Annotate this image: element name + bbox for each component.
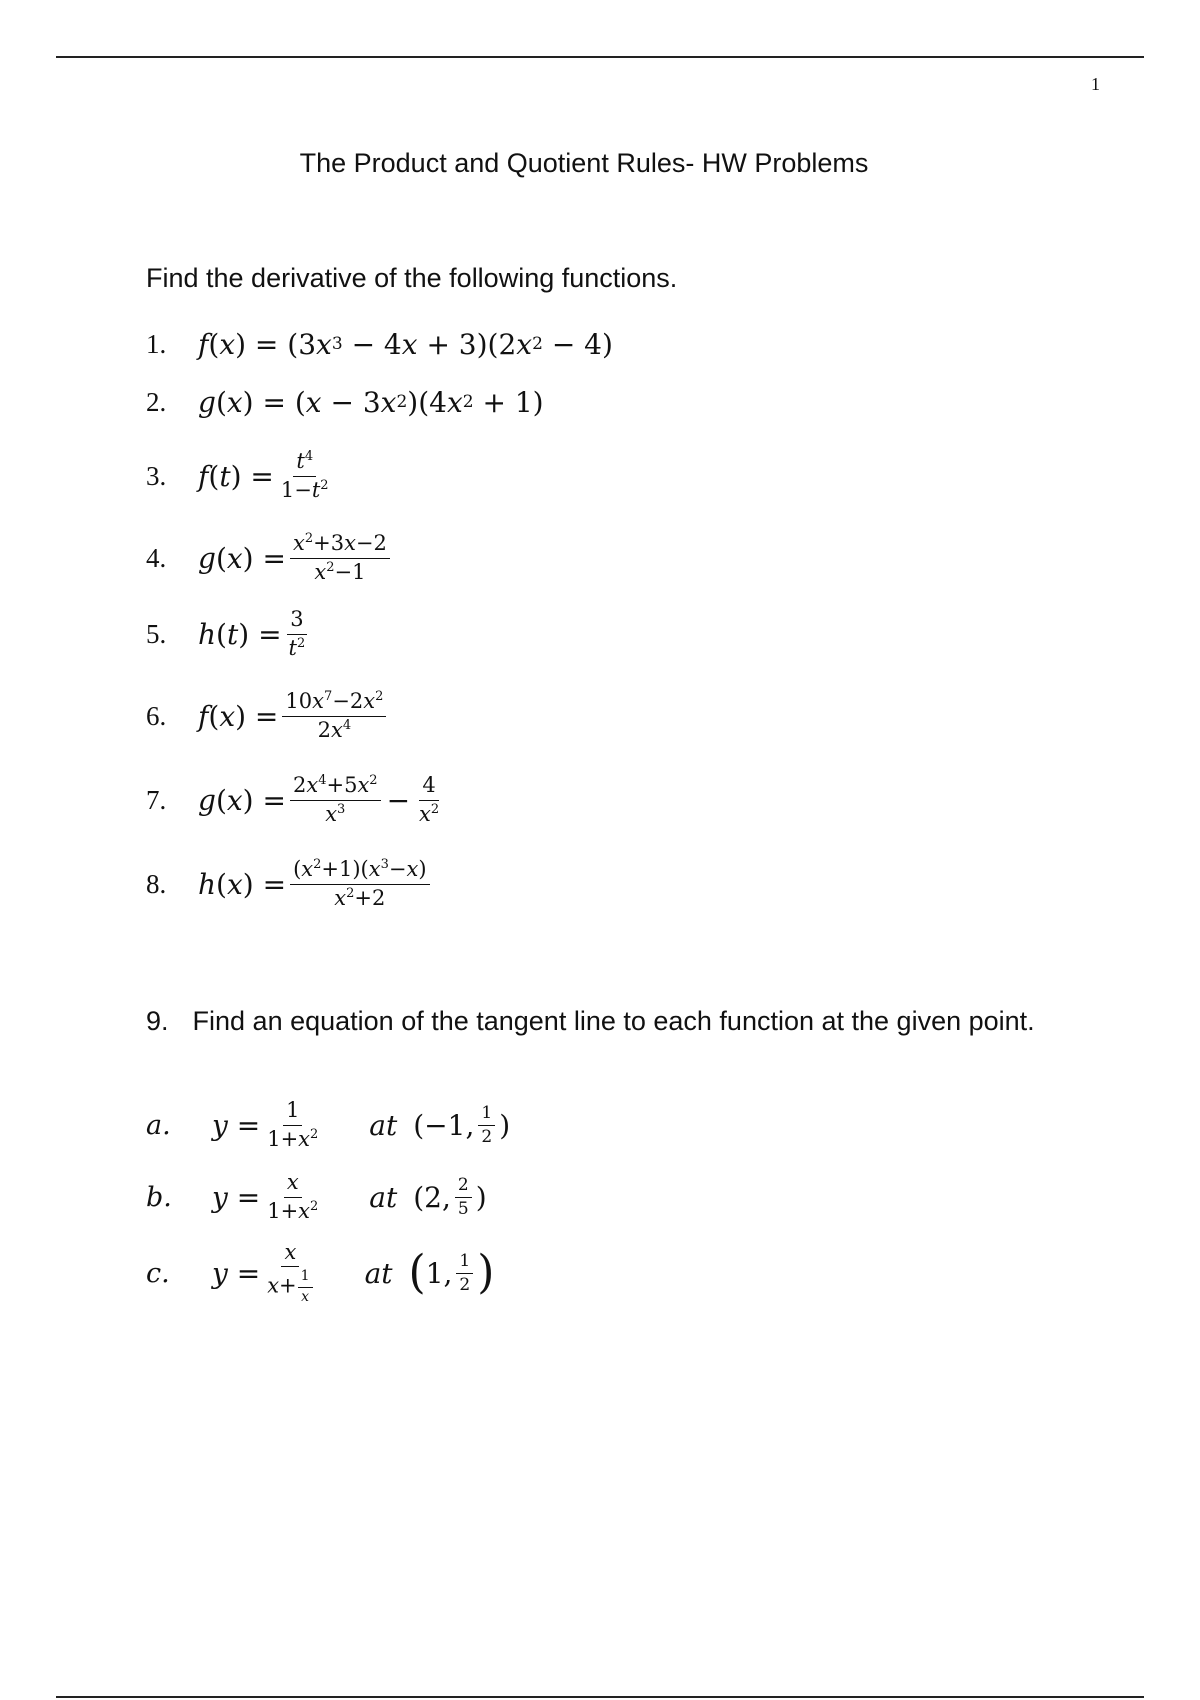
top-rule (56, 56, 1144, 58)
question-9 (146, 1000, 1086, 1042)
fraction: x x+ $\frac{1}{x}$ (264, 1241, 316, 1305)
problem-4 (146, 528, 394, 588)
problem-expression: g ( x ) = $\frac{2x^4+5x^2}{x^3}$ − $\frac{4}{x^2}$ (198, 774, 446, 825)
problem-3 (146, 446, 336, 506)
problem-number: 1. (146, 328, 167, 359)
fraction: $\frac{2}{5}$ (455, 1176, 472, 1218)
problem-number: 8. (146, 868, 167, 899)
point: (2, $\frac{2}{5}$ ) (413, 1174, 487, 1219)
problem-number: 7. (146, 784, 167, 815)
fraction: $\frac{1}{2}$ (456, 1252, 473, 1294)
subproblem-expression: y = x x+ $\frac{1}{x}$ (212, 1241, 321, 1305)
page-title: The Product and Quotient Rules- HW Problems (299, 148, 869, 178)
question-text: Find an equation of the tangent line to each function at the given point. (192, 1006, 1035, 1036)
problem-number: 5. (146, 618, 167, 649)
fraction: $\frac{1}{x}$ (298, 1269, 313, 1305)
page-number: 1 (1091, 74, 1100, 94)
problem-expression: h ( t ) = $\frac{3}{t^2}$ (198, 608, 312, 659)
fraction: $\frac{3}{t^2}$ (288, 607, 306, 660)
subproblem-c (146, 1240, 494, 1306)
point: (−1, $\frac{1}{2}$ ) (413, 1102, 511, 1147)
fraction: $\frac{1}{2}$ (478, 1104, 495, 1146)
problem-expression: h ( x ) = $\frac{(x^2+1)(x^3-x)}{x^2+2}$ (198, 858, 434, 909)
fraction: $\frac{1}{1+x^2}$ (267, 1098, 319, 1151)
problem-expression: g ( x ) = $\frac{x^2+3x-2}{x^2-1}$ (198, 532, 394, 583)
problem-expression: g ( x ) = ( x − 3 x 2 )(4 x 2 + 1) (198, 385, 544, 419)
fraction: $\frac{x}{1+x^2}$ (267, 1170, 319, 1223)
at-label: at (364, 1256, 393, 1290)
point: ( 1, $\frac{1}{2}$ ) (408, 1245, 495, 1300)
fraction: $\frac{t^4}{1-t^2}$ (280, 449, 329, 502)
subproblem-letter: a. (146, 1109, 171, 1141)
subproblem-a (146, 1092, 510, 1158)
problem-1 (146, 314, 613, 374)
problem-number: 4. (146, 542, 167, 573)
subproblem-expression: y = $\frac{x}{1+x^2}$ (212, 1171, 325, 1222)
fraction: $\frac{(x^2+1)(x^3-x)}{x^2+2}$ (290, 858, 429, 909)
subproblem-letter: c. (146, 1257, 170, 1289)
problem-6 (146, 686, 390, 746)
problem-number: 6. (146, 700, 167, 731)
problem-8 (146, 854, 434, 914)
fraction: $\frac{10x^7-2x^2}{2x^4}$ (282, 690, 386, 741)
problem-7 (146, 770, 446, 830)
fraction: $\frac{x^2+3x-2}{x^2-1}$ (290, 532, 390, 583)
problem-number: 3. (146, 460, 167, 491)
problem-expression: f ( x ) = (3 x 3 − 4 x + 3)(2 x 2 − 4) (198, 327, 613, 361)
subproblem-letter: b. (146, 1181, 172, 1213)
subproblem-expression: y = $\frac{1}{1+x^2}$ (212, 1099, 325, 1150)
question-number: 9. (146, 1006, 169, 1036)
bottom-rule (56, 1696, 1144, 1698)
at-label: at (369, 1180, 398, 1214)
problem-number: 2. (146, 386, 167, 417)
at-label: at (369, 1108, 398, 1142)
problem-expression: f ( x ) = $\frac{10x^7-2x^2}{2x^4}$ (198, 690, 390, 741)
instructions: Find the derivative of the following functions. (146, 263, 678, 293)
problem-2 (146, 372, 544, 432)
subproblem-b (146, 1164, 487, 1230)
problem-5 (146, 604, 312, 664)
fraction: $\frac{2x^4+5x^2}{x^3}$ (290, 774, 381, 825)
problem-expression: f ( t ) = $\frac{t^4}{1-t^2}$ (198, 450, 336, 501)
fraction: $\frac{4}{x^2}$ (419, 773, 440, 826)
